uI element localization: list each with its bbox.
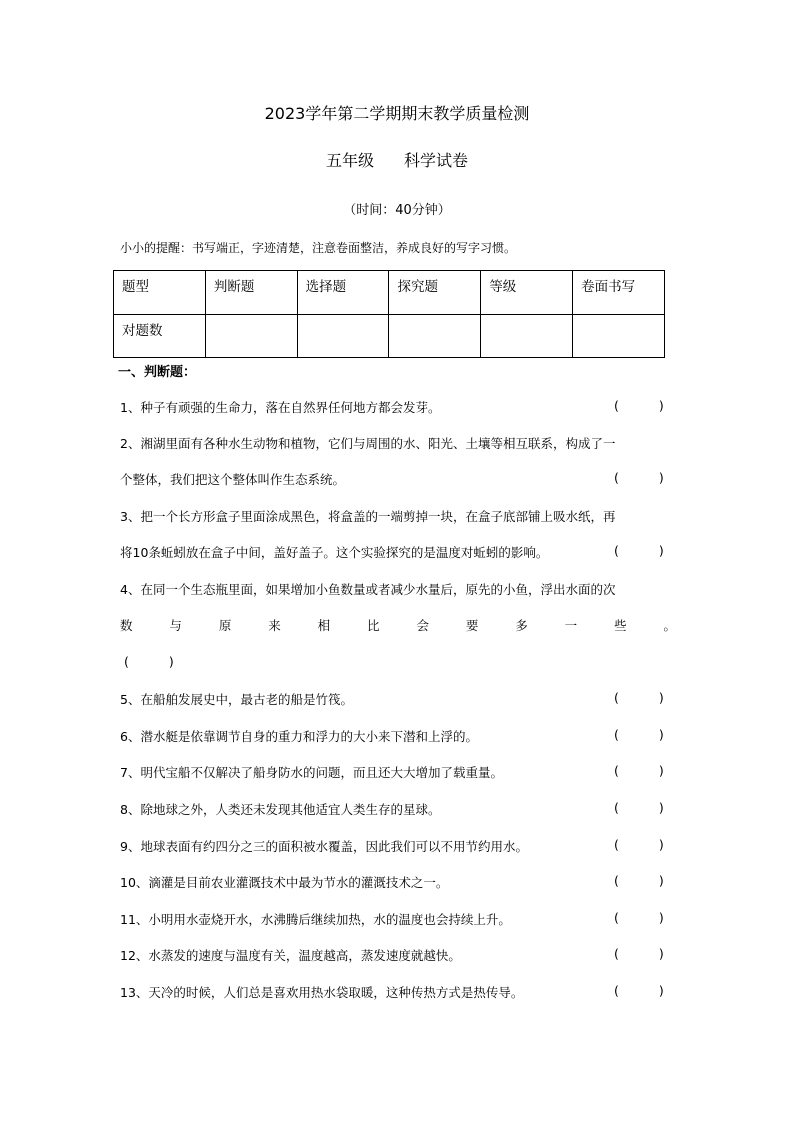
- score-cell-writing[interactable]: [573, 315, 665, 358]
- answer-blank[interactable]: ( ): [614, 470, 664, 485]
- exam-time: （时间：40分钟）: [343, 203, 451, 218]
- question-7: 7、明代宝船不仅解决了船身防水的问题，而且还大大增加了载重量。: [120, 765, 503, 780]
- table-header-cell: 题型: [114, 271, 206, 315]
- answer-blank[interactable]: ( ): [614, 543, 664, 558]
- question-2-line-2: 个整体，我们把这个整体叫作生态系统。: [120, 472, 346, 487]
- question-2-line-1: 2、湘湖里面有各种水生动物和植物，它们与周围的水、阳光、土壤等相互联系，构成了一: [120, 436, 616, 451]
- score-table: [113, 270, 665, 358]
- question-8: 8、除地球之外，人类还未发现其他适宜人类生存的星球。: [120, 802, 441, 817]
- grade-subject-line: [0, 148, 794, 171]
- q4-char: 一: [564, 618, 578, 633]
- answer-blank[interactable]: ( ): [614, 800, 664, 815]
- question-5: 5、在船舶发展史中，最古老的船是竹筏。: [120, 692, 353, 707]
- table-header-cell: 选择题: [297, 271, 389, 315]
- question-11: 11、小明用水壶烧开水，水沸腾后继续加热，水的温度也会持续上升。: [120, 912, 511, 927]
- question-6: 6、潜水艇是依靠调节自身的重力和浮力的大小来下潜和上浮的。: [120, 729, 478, 744]
- table-header-cell: 卷面书写: [573, 271, 665, 315]
- answer-blank[interactable]: ( ): [614, 837, 664, 852]
- answer-blank[interactable]: ( ): [614, 398, 664, 413]
- answer-blank[interactable]: ( ): [614, 983, 664, 998]
- answer-blank[interactable]: ( ): [614, 727, 664, 742]
- q4-char: 。: [663, 618, 676, 633]
- q4-char: 与: [169, 618, 182, 633]
- table-header-cell: 判断题: [205, 271, 297, 315]
- q4-char: 多: [515, 618, 528, 633]
- q4-char: 要: [465, 618, 479, 633]
- q4-char: 会: [416, 618, 429, 633]
- answer-blank[interactable]: ( ): [614, 690, 664, 705]
- q4-char: 原: [218, 618, 232, 633]
- table-header-cell: 探究题: [389, 271, 481, 315]
- reminder-text: 小小的提醒：书写端正，字迹清楚，注意卷面整洁，养成良好的写字习惯。: [120, 241, 517, 255]
- q4-char: 数: [120, 618, 133, 633]
- answer-blank[interactable]: ( ): [614, 873, 664, 888]
- q4-char: 相: [317, 618, 331, 633]
- answer-blank[interactable]: ( ): [614, 946, 664, 961]
- answer-blank[interactable]: ( ): [124, 654, 174, 669]
- section-title: 一、判断题：: [118, 365, 197, 380]
- question-9: 9、地球表面有约四分之三的面积被水覆盖，因此我们可以不用节约用水。: [120, 839, 528, 854]
- table-row-label: 对题数: [114, 315, 206, 358]
- answer-blank[interactable]: ( ): [614, 910, 664, 925]
- score-cell-explore[interactable]: [389, 315, 481, 358]
- question-4-line-2: [120, 616, 676, 634]
- question-1: 1、种子有顽强的生命力，落在自然界任何地方都会发芽。: [120, 400, 441, 415]
- subject-label: 科学试卷: [404, 151, 469, 170]
- table-header-cell: 等级: [481, 271, 573, 315]
- question-12: 12、水蒸发的速度与温度有关，温度越高，蒸发速度就越快。: [120, 948, 461, 963]
- q4-char: 比: [367, 618, 380, 633]
- score-cell-grade[interactable]: [481, 315, 573, 358]
- answer-blank[interactable]: ( ): [614, 763, 664, 778]
- q4-char: 些: [614, 618, 627, 633]
- question-3-line-2: 将10条蚯蚓放在盒子中间，盖好盖子。这个实验探究的是温度对蚯蚓的影响。: [120, 545, 549, 560]
- question-4-line-1: 4、在同一个生态瓶里面，如果增加小鱼数量或者减少水量后，原先的小鱼，浮出水面的次: [120, 582, 616, 597]
- question-13: 13、天冷的时候，人们总是喜欢用热水袋取暖，这种传热方式是热传导。: [120, 985, 524, 1000]
- exam-title: 2023学年第二学期期末教学质量检测: [264, 104, 530, 123]
- question-3-line-1: 3、把一个长方形盒子里面涂成黑色，将盒盖的一端剪掉一块，在盒子底部铺上吸水纸，再: [120, 509, 616, 524]
- q4-char: 来: [268, 618, 281, 633]
- score-table-header-row: [114, 271, 665, 315]
- grade-label: 五年级: [325, 151, 374, 170]
- score-cell-choice[interactable]: [297, 315, 389, 358]
- question-10: 10、滴灌是目前农业灌溉技术中最为节水的灌溉技术之一。: [120, 875, 449, 890]
- score-cell-judge[interactable]: [205, 315, 297, 358]
- score-table-row: [114, 315, 665, 358]
